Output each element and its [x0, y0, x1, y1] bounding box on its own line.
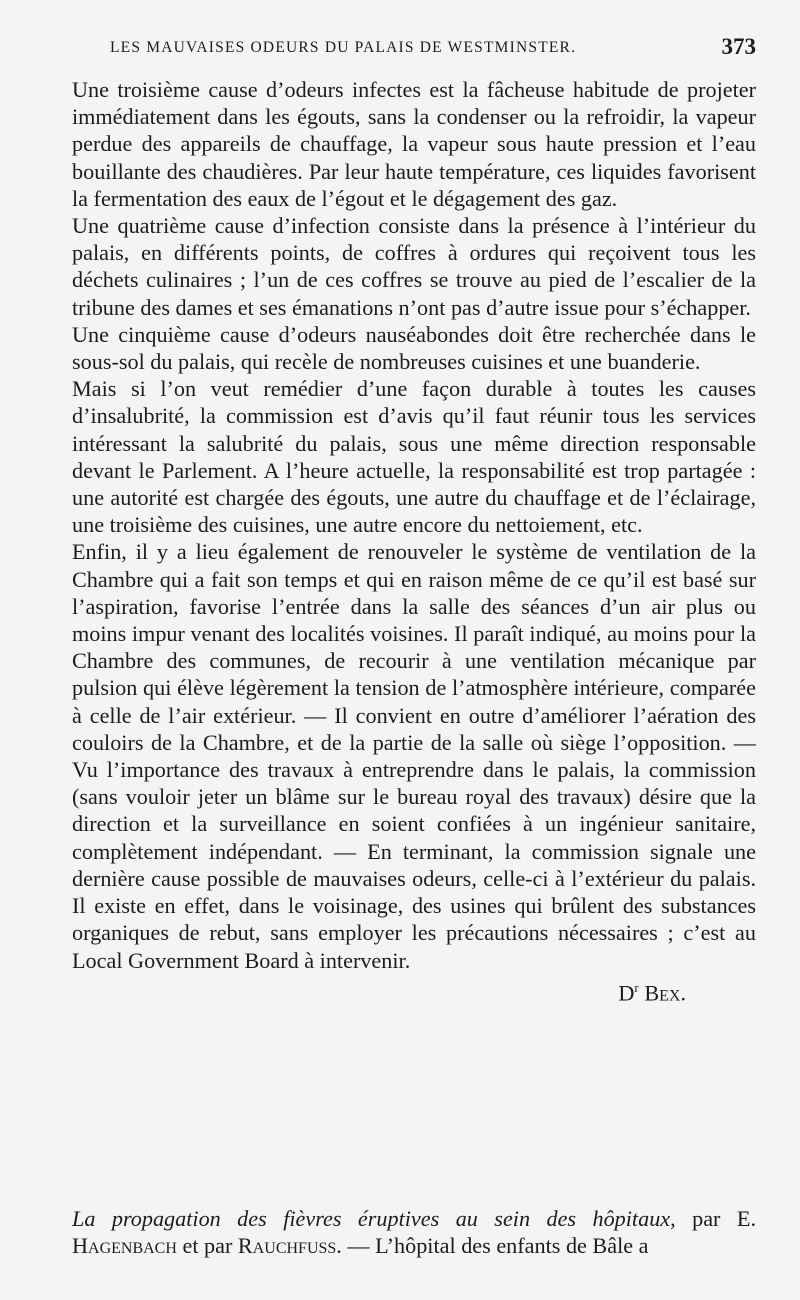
signature-name: Bex.: [644, 980, 686, 1006]
running-head: [60, 34, 756, 64]
author-name: Rauchfuss.: [237, 1233, 342, 1259]
next-article-title: La propagation des fièvres éruptives au sein des hôpitaux,: [72, 1206, 676, 1231]
paragraph: Enfin, il y a lieu également de renouveler le système de ventilation de la Chambre qui a fait son temps et qui en raison même de ce qu’il est basé sur l’aspiration, favorise l’entrée dans la salle des séances d’un air plus ou moins impur venant des localités voisines. Il paraît indiqué, au moins pour la Chambre des communes, de recourir à une ventilation mécanique par pulsion qui élève légèrement la tension de l’atmosphère intérieure, comparée à celle de l’air extérieur. — Il convient en outre d’améliorer l’aération des couloirs de la Chambre, et de la partie de la salle où siège l’opposition. — Vu l’importance des travaux à entreprendre dans le palais, la commission (sans vouloir jeter un blâme sur le bureau royal des travaux) désire que la direction et la surveillance en soient confiées à un ingénieur sanitaire, complètement indépendant. — En terminant, la commission signale une dernière cause possible de mauvaises odeurs, celle-ci à l’extérieur du palais. Il existe en effet, dans le voisinage, des usines qui brûlent des substances organiques de rebut, sans employer les précautions nécessaires ; c’est au Local Government Board à intervenir.: [72, 539, 756, 973]
signature: [72, 974, 756, 1007]
next-article-text: — L’hôpital des enfants de Bâle a: [341, 1233, 649, 1259]
article-body: [72, 76, 756, 1006]
author-name: E. Hagenbach: [72, 1206, 756, 1259]
paragraph: Une quatrième cause d’infection consiste dans la présence à l’intérieur du palais, en différents points, de coffres à ordures qui reçoivent tous les déchets culinaires ; l’un de ces coffres se trouve au pied de l’escalier de la tribune des dames et ses émanations n’ont pas d’autre issue pour s’échapper.: [72, 213, 756, 320]
paragraph: Une cinquième cause d’odeurs nauséabondes doit être recherchée dans le sous-sol du palais, qui recèle de nombreuses cuisines et une buanderie.: [72, 321, 756, 375]
running-title: LES MAUVAISES ODEURS DU PALAIS DE WESTMINSTER.: [110, 39, 577, 56]
paragraph: Une troisième cause d’odeurs infectes est la fâcheuse habitude de projeter immédiatement dans les égouts, sans la condenser ou la refroidir, la vapeur perdue des appareils de chauffage, la vapeur sous haute pression et l’eau bouillante des chaudières. Par leur haute température, ces liquides favorisent la fermentation des eaux de l’égout et le dégagement des gaz.: [72, 77, 756, 211]
next-article: [72, 1205, 756, 1259]
next-article-by: par: [675, 1206, 737, 1231]
page-number: 373: [721, 34, 756, 59]
signature-title-sup: r: [634, 979, 639, 995]
next-article-and: et par: [176, 1233, 238, 1259]
signature-title: D: [618, 980, 635, 1006]
paragraph: Mais si l’on veut remédier d’une façon durable à toutes les causes d’insalubrité, la commission est d’avis qu’il faut réunir tous les services intéressant la salubrité du palais, sous une même direction responsable devant le Parlement. A l’heure actuelle, la responsabilité est trop partagée : une autorité est chargée des égouts, une autre du chauffage et de l’éclairage, une troisième des cuisines, une autre encore du nettoiement, etc.: [72, 376, 756, 538]
